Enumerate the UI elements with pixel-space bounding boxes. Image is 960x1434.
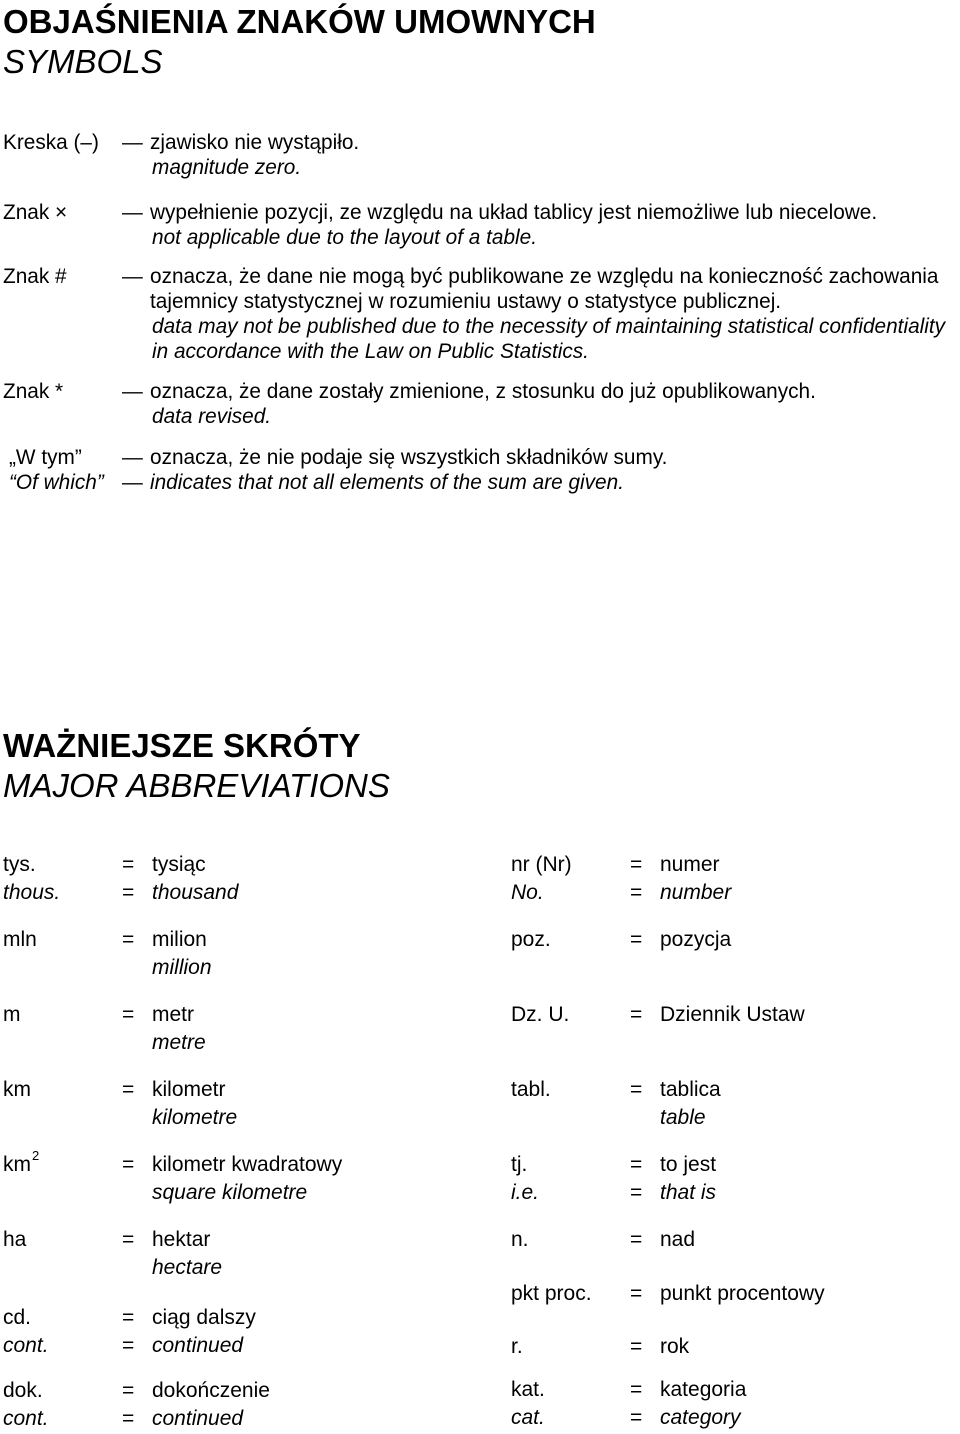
abbreviation: Dz. U.	[511, 1003, 570, 1026]
abbreviations-heading-pl: WAŻNIEJSZE SKRÓTY	[3, 727, 361, 764]
abbreviation: pkt proc.	[511, 1282, 592, 1305]
abbreviation-line	[3, 1148, 443, 1179]
abbreviation-en: cat.	[511, 1406, 545, 1429]
abbreviation-entry	[511, 1376, 951, 1432]
equals-sign: =	[122, 1153, 135, 1176]
abbreviation-meaning-en: hectare	[152, 1256, 223, 1279]
abbreviation-line	[511, 1280, 951, 1308]
abbreviation-line	[511, 1333, 951, 1361]
abbreviation-line	[511, 1001, 951, 1029]
abbreviation-line-en	[3, 879, 443, 907]
abbreviation-entry	[511, 851, 951, 907]
symbol-sign: „W tym”	[9, 446, 82, 469]
abbreviation-line	[3, 926, 443, 954]
abbreviation-line	[3, 1076, 443, 1104]
symbol-line-pl	[0, 264, 960, 289]
abbreviation-entry	[511, 1333, 951, 1361]
symbols-heading-pl: OBJAŚNIENIA ZNAKÓW UMOWNYCH	[3, 3, 596, 40]
equals-sign: =	[630, 853, 643, 876]
abbreviation-en: No.	[511, 881, 544, 904]
abbreviation-line	[511, 926, 951, 954]
abbreviation-meaning: dokończenie	[152, 1379, 270, 1402]
abbreviation-line-en	[511, 1179, 951, 1207]
abbreviation-meaning-en: million	[152, 956, 212, 979]
abbreviation-line-en	[3, 1254, 443, 1282]
symbol-description-en: not applicable due to the layout of a table.	[152, 226, 538, 249]
symbol-description-pl: zjawisko nie wystąpiło.	[150, 131, 360, 154]
abbreviation-line-en	[511, 1104, 951, 1132]
separator-dash: —	[122, 201, 143, 224]
abbreviation-meaning-en: continued	[152, 1407, 244, 1430]
symbol-line-pl	[0, 289, 960, 314]
abbreviation: ha	[3, 1228, 27, 1251]
symbol-entry-asterisk	[0, 379, 960, 429]
symbol-line-en	[0, 470, 960, 495]
abbreviation-line-en	[3, 954, 443, 982]
symbol-description-en: data may not be published due to the necessity of maintaining statistical confidentiality	[152, 315, 946, 338]
abbreviation: tys.	[3, 853, 36, 876]
abbreviation-line	[3, 1001, 443, 1029]
equals-sign: =	[122, 1306, 135, 1329]
abbreviation-meaning-en: thousand	[152, 881, 239, 904]
abbreviation-entry	[3, 926, 443, 982]
abbreviation-en: thous.	[3, 881, 61, 904]
abbreviation-entry	[511, 1001, 951, 1029]
symbol-line-pl	[0, 130, 960, 155]
equals-sign: =	[630, 1406, 643, 1429]
abbreviation-meaning: metr	[152, 1003, 194, 1026]
abbreviation-entry	[3, 1076, 443, 1132]
abbreviations-heading	[3, 726, 390, 806]
abbreviation: nr (Nr)	[511, 853, 572, 876]
abbreviation-meaning-en: that is	[660, 1181, 717, 1204]
symbol-description-en: magnitude zero.	[152, 156, 302, 179]
abbreviation-entry	[511, 1226, 951, 1254]
abbreviation-line-en	[3, 1029, 443, 1057]
symbol-sign: Znak *	[3, 380, 64, 403]
abbreviation-line	[511, 851, 951, 879]
abbreviation-entry	[3, 1001, 443, 1057]
abbreviation: dok.	[3, 1379, 43, 1402]
equals-sign: =	[122, 1228, 135, 1251]
abbreviation-line-en	[511, 1404, 951, 1432]
equals-sign: =	[630, 1153, 643, 1176]
separator-dash: —	[122, 446, 143, 469]
symbol-line-pl	[0, 379, 960, 404]
symbol-sign: Znak ×	[3, 201, 68, 224]
abbreviation-meaning: punkt procentowy	[660, 1282, 825, 1305]
equals-sign: =	[630, 1228, 643, 1251]
abbreviation-meaning-en: number	[660, 881, 732, 904]
symbols-heading-en: SYMBOLS	[3, 43, 163, 80]
symbol-line-en	[0, 314, 960, 339]
separator-dash: —	[122, 471, 143, 494]
equals-sign: =	[630, 1282, 643, 1305]
equals-sign: =	[630, 1378, 643, 1401]
abbreviation-entry	[3, 1148, 443, 1207]
equals-sign: =	[630, 1181, 643, 1204]
abbreviation-meaning-en: table	[660, 1106, 706, 1129]
abbreviation-meaning: to jest	[660, 1153, 717, 1176]
abbreviation-en: i.e.	[511, 1181, 540, 1204]
abbreviation-line	[3, 1377, 443, 1405]
abbreviation: poz.	[511, 928, 551, 951]
abbreviation-entry	[511, 1151, 951, 1207]
symbol-entry-cross	[0, 200, 960, 250]
symbol-description-pl: oznacza, że dane zostały zmienione, z stosunku do już opublikowanych.	[150, 380, 816, 403]
abbreviation-line-en	[3, 1332, 443, 1360]
equals-sign: =	[630, 1078, 643, 1101]
abbreviation-en: cont.	[3, 1407, 49, 1430]
abbreviation-en: cont.	[3, 1334, 49, 1357]
symbol-sign: Kreska (–)	[3, 131, 99, 154]
abbreviation: tj.	[511, 1153, 528, 1176]
symbol-description-en: indicates that not all elements of the sum are given.	[150, 471, 624, 494]
symbol-description-pl: oznacza, że dane nie mogą być publikowane ze względu na konieczność zachowania	[150, 265, 939, 288]
symbol-description-en: data revised.	[152, 405, 272, 428]
abbreviation-superscript: 2	[32, 1148, 40, 1163]
abbreviation-line	[511, 1376, 951, 1404]
symbol-sign: Znak #	[3, 265, 67, 288]
equals-sign: =	[630, 1335, 643, 1358]
symbol-line-pl	[0, 200, 960, 225]
abbreviation-entry	[511, 1280, 951, 1308]
symbol-line-en	[0, 155, 960, 180]
symbol-description-pl: oznacza, że nie podaje się wszystkich składników sumy.	[150, 446, 668, 469]
symbol-line-en	[0, 225, 960, 250]
abbreviation: tabl.	[511, 1078, 551, 1101]
equals-sign: =	[122, 1003, 135, 1026]
abbreviation-meaning-en: square kilometre	[152, 1181, 308, 1204]
equals-sign: =	[122, 1078, 135, 1101]
abbreviation-meaning: nad	[660, 1228, 696, 1251]
symbol-description-pl: wypełnienie pozycji, ze względu na układ tablicy jest niemożliwe lub niecelowe.	[150, 201, 878, 224]
abbreviation-meaning: pozycja	[660, 928, 732, 951]
abbreviation-line-en	[511, 879, 951, 907]
symbol-sign-en: “Of which”	[9, 471, 104, 494]
symbol-description-en: in accordance with the Law on Public Statistics.	[152, 340, 589, 363]
abbreviation: cd.	[3, 1306, 32, 1329]
equals-sign: =	[630, 881, 643, 904]
abbreviation-line	[3, 851, 443, 879]
abbreviation-meaning-en: metre	[152, 1031, 206, 1054]
abbreviations-heading-en: MAJOR ABBREVIATIONS	[3, 767, 390, 804]
abbreviation-line	[3, 1304, 443, 1332]
abbreviation: m	[3, 1003, 21, 1026]
symbol-description-pl: tajemnicy statystycznej w rozumieniu ustawy o statystyce publicznej.	[150, 290, 782, 313]
abbreviation-line	[511, 1151, 951, 1179]
abbreviation-meaning-en: category	[660, 1406, 741, 1429]
abbreviation: kat.	[511, 1378, 545, 1401]
equals-sign: =	[122, 881, 135, 904]
abbreviation-meaning: tablica	[660, 1078, 721, 1101]
abbreviation-meaning: kilometr	[152, 1078, 226, 1101]
abbreviation-entry	[3, 851, 443, 907]
separator-dash: —	[122, 131, 143, 154]
abbreviation-meaning: numer	[660, 853, 720, 876]
abbreviation-meaning: kilometr kwadratowy	[152, 1153, 343, 1176]
equals-sign: =	[122, 928, 135, 951]
abbreviation-entry	[3, 1304, 443, 1360]
abbreviation-base: km	[3, 1153, 31, 1176]
abbreviation: r.	[511, 1335, 523, 1358]
symbols-heading	[3, 2, 596, 82]
abbreviation: n.	[511, 1228, 529, 1251]
abbreviation-line	[511, 1076, 951, 1104]
abbreviation-meaning-en: continued	[152, 1334, 244, 1357]
equals-sign: =	[122, 1379, 135, 1402]
symbol-entry-hash	[0, 264, 960, 364]
abbreviation-line	[3, 1226, 443, 1254]
abbreviation-meaning-en: kilometre	[152, 1106, 238, 1129]
abbreviation: km	[3, 1078, 31, 1101]
abbreviation-line	[511, 1226, 951, 1254]
abbreviation-meaning: tysiąc	[152, 853, 206, 876]
abbreviation-line-en	[3, 1104, 443, 1132]
abbreviation: mln	[3, 928, 37, 951]
abbreviation-entry	[511, 1076, 951, 1132]
separator-dash: —	[122, 265, 143, 288]
symbol-line-en	[0, 404, 960, 429]
symbol-entry-dash	[0, 130, 960, 180]
equals-sign: =	[630, 1003, 643, 1026]
separator-dash: —	[122, 380, 143, 403]
equals-sign: =	[122, 1334, 135, 1357]
abbreviation-meaning: hektar	[152, 1228, 211, 1251]
abbreviation-meaning: rok	[660, 1335, 690, 1358]
abbreviation-meaning: kategoria	[660, 1378, 747, 1401]
abbreviation-entry	[3, 1377, 443, 1433]
abbreviation-line-en	[3, 1179, 443, 1207]
abbreviation-meaning: Dziennik Ustaw	[660, 1003, 805, 1026]
equals-sign: =	[630, 928, 643, 951]
abbreviation-line-en	[3, 1405, 443, 1433]
symbol-line-pl	[0, 445, 960, 470]
abbreviation-entry	[511, 926, 951, 954]
abbreviation-meaning: ciąg dalszy	[152, 1306, 256, 1329]
symbol-line-en	[0, 339, 960, 364]
equals-sign: =	[122, 853, 135, 876]
abbreviation-meaning: milion	[152, 928, 207, 951]
abbreviation-entry	[3, 1226, 443, 1282]
equals-sign: =	[122, 1407, 135, 1430]
symbol-entry-of-which	[0, 445, 960, 495]
abbreviation	[3, 1148, 40, 1179]
